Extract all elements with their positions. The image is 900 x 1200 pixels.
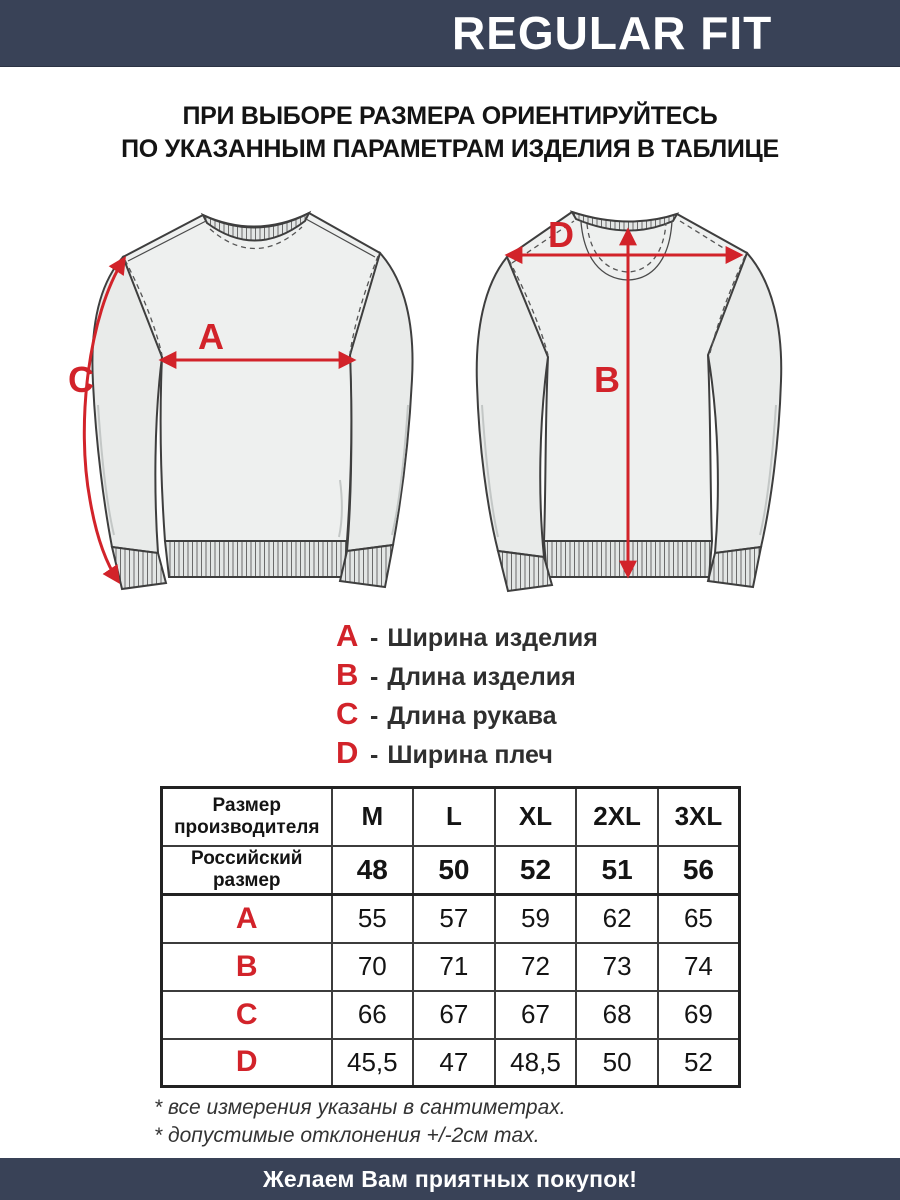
front-right-cuff <box>340 545 393 587</box>
intro-line-2: ПО УКАЗАННЫМ ПАРАМЕТРАМ ИЗДЕЛИЯ В ТАБЛИЦЕ <box>121 135 779 163</box>
russian-value-cell: 51 <box>576 846 658 895</box>
measure-value-cell: 67 <box>413 991 495 1039</box>
legend-key-d: D <box>336 735 359 770</box>
legend-item-b <box>336 657 598 696</box>
size-table <box>160 786 741 1088</box>
back-right-cuff <box>708 547 761 587</box>
legend-item-a <box>336 618 598 657</box>
russian-value-cell: 50 <box>413 846 495 895</box>
measure-value-cell: 45,5 <box>332 1039 414 1087</box>
table-row-d <box>162 1039 740 1087</box>
front-sweatshirt-drawing <box>60 185 450 605</box>
measure-value-cell: 74 <box>658 943 740 991</box>
russian-label-cell: Российский размер <box>162 846 332 895</box>
legend-desc-a: Ширина изделия <box>387 624 598 652</box>
size-cell: L <box>413 788 495 846</box>
russian-value-cell: 48 <box>332 846 414 895</box>
table-row-b <box>162 943 740 991</box>
measure-value-cell: 52 <box>658 1039 740 1087</box>
legend-item-c <box>336 696 598 735</box>
size-cell: 2XL <box>576 788 658 846</box>
measure-key-cell: D <box>162 1039 332 1087</box>
measure-value-cell: 73 <box>576 943 658 991</box>
footer-text: Желаем Вам приятных покупок! <box>262 1165 638 1192</box>
table-row-a <box>162 895 740 943</box>
intro-heading <box>0 100 900 166</box>
col0-header-cell: Размер производителя <box>162 788 332 846</box>
back-sweatshirt-drawing <box>460 185 850 605</box>
measure-label-c: C <box>68 359 94 400</box>
size-cell: 3XL <box>658 788 740 846</box>
top-banner <box>0 0 900 67</box>
measure-value-cell: 48,5 <box>495 1039 577 1087</box>
measure-value-cell: 69 <box>658 991 740 1039</box>
legend-dash: - <box>370 741 379 769</box>
measure-value-cell: 47 <box>413 1039 495 1087</box>
legend-dash: - <box>370 702 379 730</box>
measure-key-cell: B <box>162 943 332 991</box>
measure-value-cell: 50 <box>576 1039 658 1087</box>
russian-value-cell: 56 <box>658 846 740 895</box>
legend-item-d <box>336 735 598 774</box>
measure-legend <box>336 618 598 774</box>
back-left-cuff <box>498 551 552 591</box>
measure-value-cell: 57 <box>413 895 495 943</box>
footnote-units: * все измерения указаны в сантиметрах. <box>154 1096 566 1119</box>
measure-value-cell: 66 <box>332 991 414 1039</box>
measure-value-cell: 55 <box>332 895 414 943</box>
intro-line-1: ПРИ ВЫБОРЕ РАЗМЕРА ОРИЕНТИРУЙТЕСЬ <box>182 102 718 130</box>
legend-key-b: B <box>336 657 359 692</box>
measure-label-d: D <box>548 214 574 255</box>
legend-dash: - <box>370 624 379 652</box>
measure-value-cell: 70 <box>332 943 414 991</box>
legend-desc-c: Длина рукава <box>387 702 557 730</box>
measure-value-cell: 67 <box>495 991 577 1039</box>
measure-value-cell: 59 <box>495 895 577 943</box>
fit-type-title: REGULAR FIT <box>452 7 773 59</box>
size-cell: M <box>332 788 414 846</box>
measure-value-cell: 71 <box>413 943 495 991</box>
footnotes <box>154 1094 566 1150</box>
front-left-cuff <box>112 547 166 589</box>
table-row-russian <box>162 846 740 895</box>
measure-label-a: A <box>198 316 224 357</box>
size-cell: XL <box>495 788 577 846</box>
footnote-tolerance: * допустимые отклонения +/-2см max. <box>154 1124 540 1147</box>
table-row-sizes <box>162 788 740 846</box>
measure-value-cell: 68 <box>576 991 658 1039</box>
legend-key-c: C <box>336 696 359 731</box>
russian-value-cell: 52 <box>495 846 577 895</box>
legend-desc-d: Ширина плеч <box>387 741 553 769</box>
footer-bar <box>0 1158 900 1200</box>
legend-desc-b: Длина изделия <box>387 663 576 691</box>
table-row-c <box>162 991 740 1039</box>
legend-dash: - <box>370 663 379 691</box>
measure-value-cell: 62 <box>576 895 658 943</box>
measure-key-cell: C <box>162 991 332 1039</box>
measure-label-b: B <box>594 359 620 400</box>
measure-value-cell: 72 <box>495 943 577 991</box>
measure-value-cell: 65 <box>658 895 740 943</box>
front-hem-rib <box>165 541 347 577</box>
measure-key-cell: A <box>162 895 332 943</box>
legend-key-a: A <box>336 618 359 653</box>
